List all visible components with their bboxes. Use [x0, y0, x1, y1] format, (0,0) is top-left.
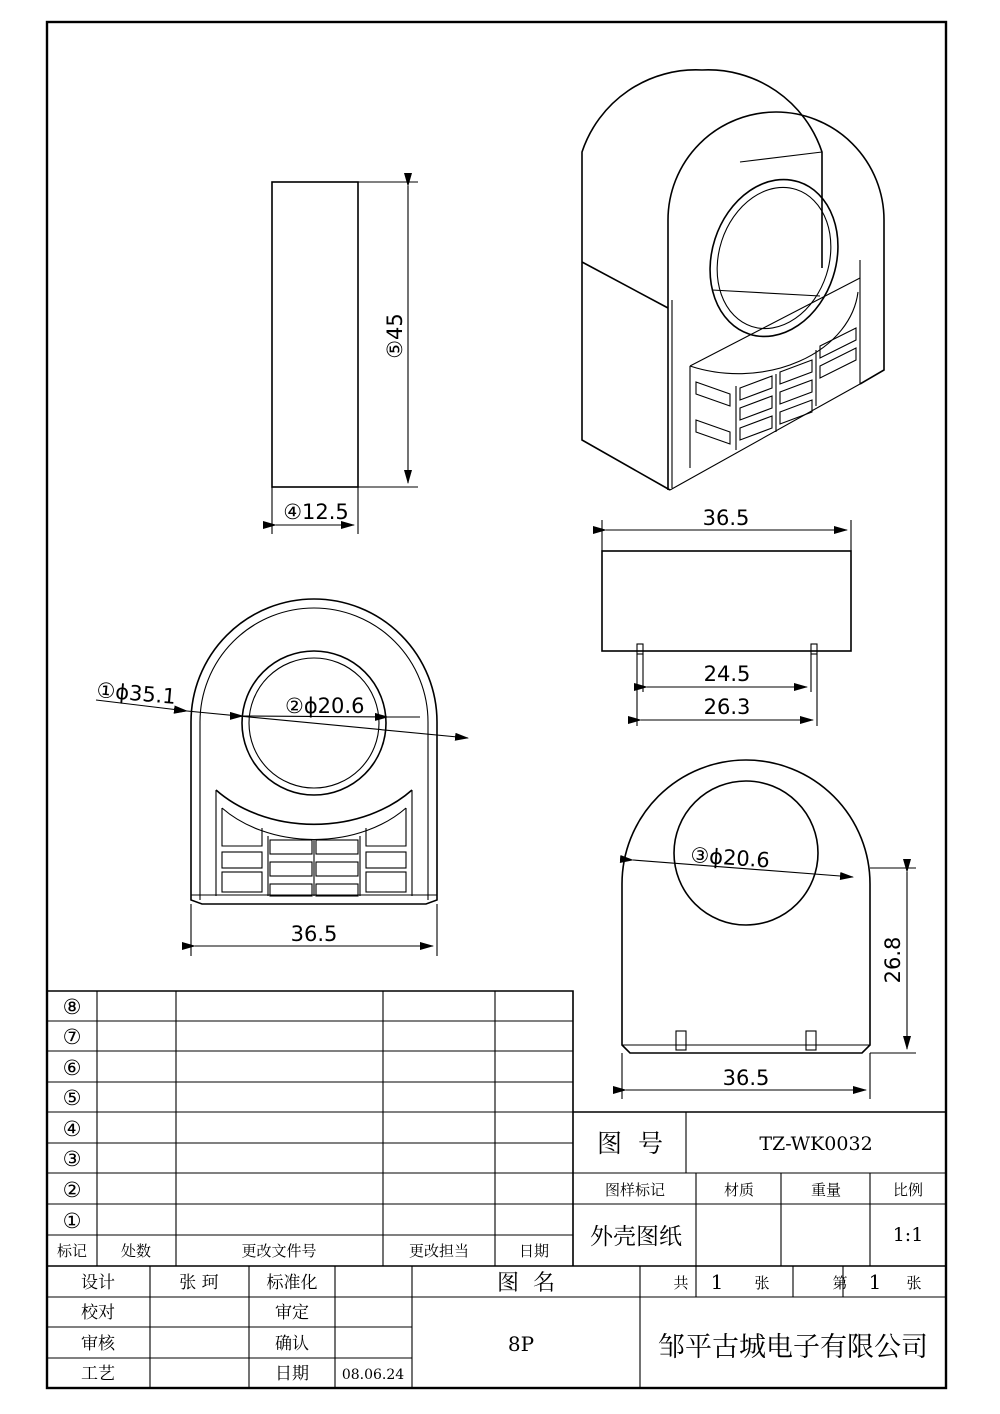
revision-table	[47, 991, 573, 1266]
col-label-material: 材质	[723, 1181, 755, 1199]
page-label: 第	[832, 1274, 848, 1292]
col-label-weight: 重量	[810, 1181, 842, 1199]
front-outer-dim: ①ϕ35.1	[95, 678, 177, 709]
rev-mark-7: ⑦	[62, 1025, 82, 1049]
drawing-no-label: 图 号	[597, 1129, 663, 1158]
sign-label-design: 设计	[81, 1273, 115, 1293]
company-name: 邹平古城电子有限公司	[658, 1332, 928, 1363]
back-height-dim: 26.8	[881, 936, 905, 984]
page-number: 1	[868, 1270, 882, 1294]
side-width-dim: ④12.5	[283, 500, 349, 524]
sign-label-process: 工艺	[81, 1364, 115, 1384]
approve-label-standard: 标准化	[266, 1273, 318, 1293]
side-view	[272, 182, 418, 534]
rev-header-mark: 标记	[56, 1242, 88, 1260]
total-sheets: 1	[710, 1270, 724, 1294]
front-inner-dim: ②ϕ20.6	[285, 694, 365, 718]
rev-mark-5: ⑤	[62, 1086, 82, 1110]
rev-mark-1: ①	[62, 1209, 82, 1233]
back-width-dim: 36.5	[722, 1066, 770, 1090]
rev-mark-2: ②	[62, 1178, 82, 1202]
approve-label-confirm: 确认	[275, 1334, 309, 1354]
rev-header-date: 日期	[518, 1242, 550, 1260]
date-value: 08.06.24	[341, 1367, 405, 1383]
scale-value: 1:1	[892, 1224, 924, 1246]
back-hole-dim: ③ϕ20.6	[689, 843, 771, 873]
top-pin-inner-dim: 24.5	[703, 662, 751, 686]
rev-mark-3: ③	[62, 1147, 82, 1171]
approve-label-final: 审定	[275, 1303, 309, 1323]
top-view	[602, 506, 851, 726]
drawing-no: TZ-WK0032	[759, 1133, 873, 1155]
isometric-view	[582, 70, 884, 490]
top-pin-outer-dim: 26.3	[703, 695, 751, 719]
rev-mark-6: ⑥	[62, 1056, 82, 1080]
approve-label-date: 日期	[275, 1364, 309, 1384]
drawing-name: 8P	[507, 1332, 535, 1356]
drawing-type: 外壳图纸	[590, 1224, 682, 1250]
back-view	[622, 760, 916, 1099]
front-view	[96, 599, 468, 956]
rev-mark-8: ⑧	[62, 995, 82, 1019]
rev-mark-4: ④	[62, 1117, 82, 1141]
sign-label-review: 审核	[81, 1334, 115, 1354]
col-label-scale: 比例	[892, 1181, 924, 1199]
col-label-drawing-mark: 图样标记	[604, 1181, 666, 1199]
title-block	[47, 1112, 946, 1388]
total-unit: 张	[754, 1274, 770, 1292]
top-width-dim: 36.5	[702, 506, 750, 530]
rev-header-doc: 更改文件号	[241, 1242, 317, 1260]
sign-label-check: 校对	[81, 1303, 115, 1323]
drawing-name-label: 图 名	[497, 1271, 555, 1296]
rev-header-owner: 更改担当	[408, 1242, 470, 1260]
side-height-dim: ⑤45	[383, 313, 407, 359]
page-unit: 张	[906, 1274, 922, 1292]
front-width-dim: 36.5	[290, 922, 338, 946]
total-label: 共	[673, 1274, 689, 1292]
rev-header-count: 处数	[120, 1242, 152, 1260]
designer-name: 张 珂	[179, 1273, 219, 1293]
